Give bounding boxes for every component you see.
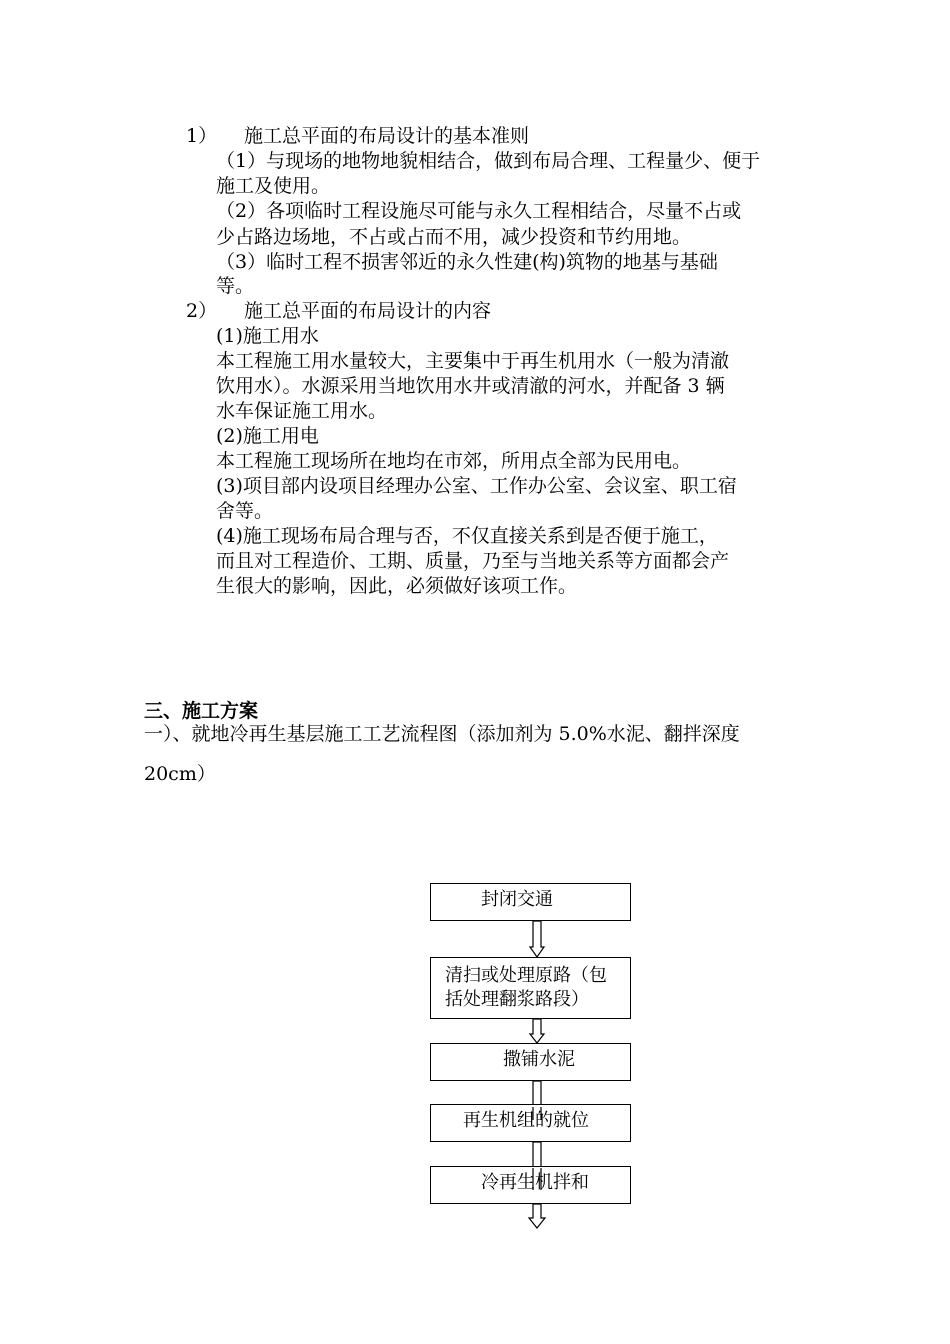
paragraph-line: 水车保证施工用水。: [216, 400, 388, 422]
paragraph-line: 本工程施工用水量较大，主要集中于再生机用水（一般为清澈: [216, 350, 730, 372]
paragraph-line: 少占路边场地，不占或占而不用，减少投资和节约用地。: [216, 226, 692, 248]
flow-step-label: 再生机组的就位: [463, 1110, 589, 1131]
section-heading: 三、施工方案: [144, 700, 259, 722]
item-number-2: 2）: [186, 300, 218, 322]
flow-step-label: 清扫或处理原路（包: [445, 965, 607, 986]
flow-step-label: 封闭交通: [481, 889, 553, 910]
paragraph-line: （1）与现场的地物地貌相结合，做到布局合理、工程量少、便于: [216, 150, 761, 172]
flow-step-label: 撒铺水泥: [503, 1049, 575, 1070]
paragraph-line: (3)项目部内设项目经理办公室、工作办公室、会议室、职工宿: [216, 475, 737, 497]
paragraph-line: （3）临时工程不损害邻近的永久性建(构)筑物的地基与基础: [216, 251, 718, 273]
section-subtitle: 一）、就地冷再生基层施工工艺流程图（添加剂为 5.0%水泥、翻拌深度: [144, 723, 740, 745]
paragraph-line: 饮用水）。水源采用当地饮用水井或清澈的河水，并配备 3 辆: [216, 375, 725, 397]
flow-step-label: 冷再生机拌和: [481, 1172, 589, 1193]
section-subtitle-cont: 20cm）: [144, 763, 216, 785]
paragraph-line: 生很大的影响，因此，必须做好该项工作。: [216, 575, 578, 597]
paragraph-line: 而且对工程造价、工期、质量，乃至与当地关系等方面都会产: [216, 550, 730, 572]
item-number-1: 1）: [186, 125, 218, 147]
paragraph-line: 等。: [216, 275, 255, 297]
paragraph-line: (2)施工用电: [216, 425, 319, 447]
flow-step-label: 括处理翻浆路段）: [445, 989, 589, 1010]
paragraph-line: 本工程施工现场所在地均在市郊，所用点全部为民用电。: [216, 450, 692, 472]
paragraph-line: 舍等。: [216, 500, 274, 522]
item-title-2: 施工总平面的布局设计的内容: [244, 300, 492, 322]
paragraph-line: (4)施工现场布局合理与否，不仅直接关系到是否便于施工，: [216, 525, 718, 547]
paragraph-line: 施工及使用。: [216, 175, 331, 197]
paragraph-line: (1)施工用水: [216, 325, 319, 347]
paragraph-line: （2）各项临时工程设施尽可能与永久工程相结合，尽量不占或: [216, 200, 742, 222]
item-title-1: 施工总平面的布局设计的基本准则: [244, 125, 530, 147]
